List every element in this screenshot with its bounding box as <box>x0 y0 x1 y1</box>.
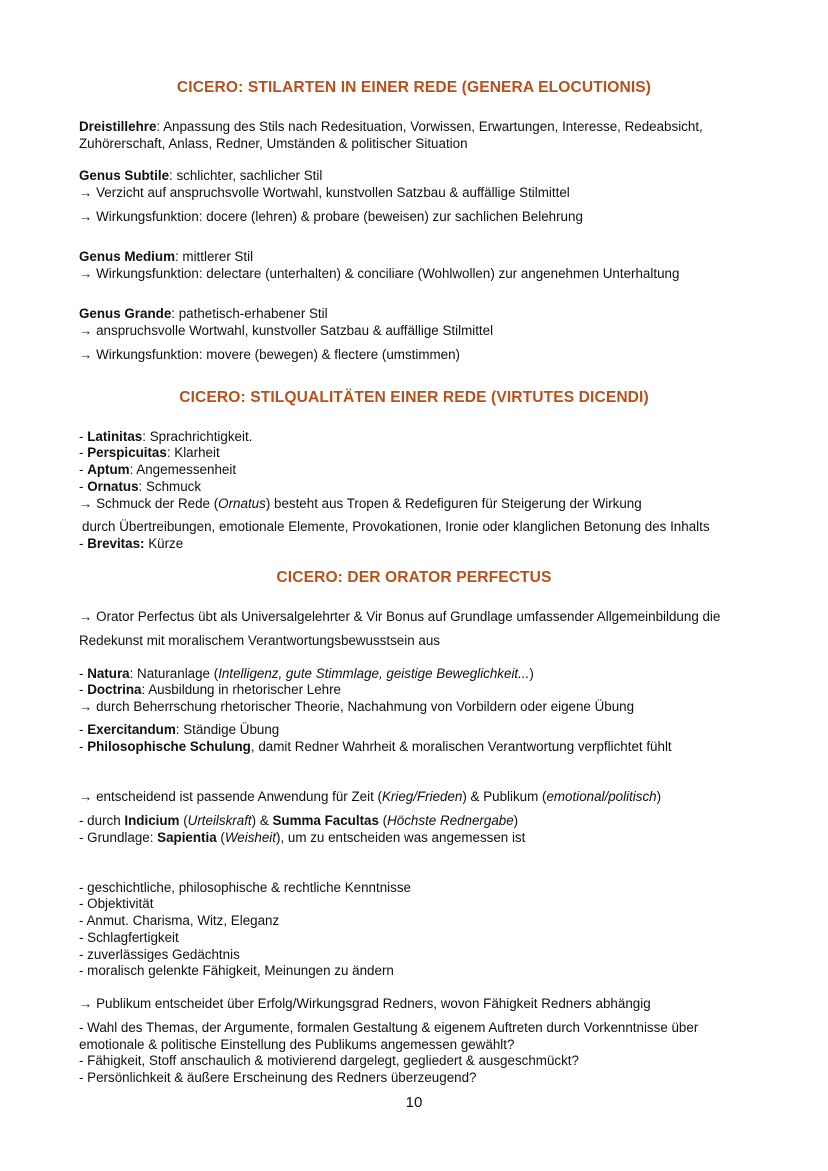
genus-medium-bullet-1: → Wirkungsfunktion: delectare (unterhalten) & conciliare (Wohlwollen) zur angenehmen Unterhaltung <box>79 266 680 281</box>
genus-grande-bullet-1: → anspruchsvolle Wortwahl, kunstvoller Satzbau & auffällige Stilmittel <box>79 323 494 338</box>
section-title-orator-perfectus: CICERO: DER ORATOR PERFECTUS <box>276 569 552 586</box>
list-item-doctrina: - Doctrina: Ausbildung in rhetorischer Lehre <box>79 682 342 697</box>
list-item-aptum: - Aptum: Angemessenheit <box>79 462 237 477</box>
orator-intro-line-1: → Orator Perfectus übt als Universalgelehrter & Vir Bonus auf Grundlage umfassender Allgemeinbildung die <box>79 609 721 624</box>
dreistillehre-line-1: Dreistillehre: Anpassung des Stils nach Redesituation, Vorwissen, Erwartungen, Interesse, Redeabsicht, <box>79 119 703 134</box>
list-item-natura: - Natura: Naturanlage (Intelligenz, gute Stimmlage, geistige Beweglichkeit...) <box>79 666 534 681</box>
term-genus-grande: Genus Grande <box>79 306 172 321</box>
question-line: - Fähigkeit, Stoff anschaulich & motivierend dargelegt, gegliedert & ausgeschmückt? <box>79 1053 579 1068</box>
term-genus-medium: Genus Medium <box>79 249 175 264</box>
ornatus-note-line-2: durch Übertreibungen, emotionale Elemente, Provokationen, Ironie oder klanglichen Betonung des Inhalts <box>82 519 710 534</box>
list-item-quality: - Objektivität <box>79 896 154 911</box>
dreistillehre-line-2: Zuhörerschaft, Anlass, Redner, Umständen & politischer Situation <box>79 136 468 151</box>
section-title-virtutes-dicendi: CICERO: STILQUALITÄTEN EINER REDE (VIRTUTES DICENDI) <box>179 389 649 406</box>
genus-medium-line: Genus Medium: mittlerer Stil <box>79 249 254 264</box>
list-item-latinitas: - Latinitas: Sprachrichtigkeit. <box>79 429 253 444</box>
genus-subtile-bullet-1: → Verzicht auf anspruchsvolle Wortwahl, kunstvollen Satzbau & auffällige Stilmittel <box>79 185 570 200</box>
list-item-philosophie: - Philosophische Schulung, damit Redner Wahrheit & moralischen Verantwortung verpflichtet fühlt <box>79 739 672 754</box>
question-line: - Wahl des Themas, der Argumente, formalen Gestaltung & eigenem Auftreten durch Vorkenntnisse über <box>79 1020 699 1035</box>
list-item-perspicuitas: - Perspicuitas: Klarheit <box>79 445 220 460</box>
page-number: 10 <box>405 1094 423 1111</box>
doctrina-note: → durch Beherrschung rhetorischer Theorie, Nachahmung von Vorbildern oder eigene Übung <box>79 699 635 714</box>
term-genus-subtile: Genus Subtile <box>79 168 170 183</box>
genus-grande-bullet-2: → Wirkungsfunktion: movere (bewegen) & flectere (umstimmen) <box>79 347 461 362</box>
section-title-genera-elocutionis: CICERO: STILARTEN IN EINER REDE (GENERA ELOCUTIONIS) <box>176 79 652 96</box>
list-item-quality: - moralisch gelenkte Fähigkeit, Meinungen zu ändern <box>79 963 394 978</box>
ornatus-note-line-1: → Schmuck der Rede (Ornatus) besteht aus Tropen & Redefiguren für Steigerung der Wirkung <box>79 496 642 511</box>
list-item-quality: - Schlagfertigkeit <box>79 930 179 945</box>
list-item-ornatus: - Ornatus: Schmuck <box>79 479 202 494</box>
publikum-note: → Publikum entscheidet über Erfolg/Wirkungsgrad Redners, wovon Fähigkeit Redners abhängig <box>79 996 651 1011</box>
list-item-quality: - geschichtliche, philosophische & rechtliche Kenntnisse <box>79 880 411 895</box>
sapientia-line: - Grundlage: Sapientia (Weisheit), um zu entscheiden was angemessen ist <box>79 830 526 845</box>
anwendung-note: → entscheidend ist passende Anwendung für Zeit (Krieg/Frieden) & Publikum (emotional/politisch) <box>79 789 662 804</box>
question-line: - Persönlichkeit & äußere Erscheinung des Redners überzeugend? <box>79 1070 477 1085</box>
indicium-line: - durch Indicium (Urteilskraft) & Summa Facultas (Höchste Rednergabe) <box>79 813 519 828</box>
list-item-quality: - Anmut. Charisma, Witz, Eleganz <box>79 913 280 928</box>
list-item-quality: - zuverlässiges Gedächtnis <box>79 947 240 962</box>
term-dreistillehre: Dreistillehre <box>79 119 157 134</box>
list-item-exercitandum: - Exercitandum: Ständige Übung <box>79 722 280 737</box>
list-item-brevitas: - Brevitas: Kürze <box>79 536 184 551</box>
genus-subtile-bullet-2: → Wirkungsfunktion: docere (lehren) & probare (beweisen) zur sachlichen Belehrung <box>79 209 583 224</box>
genus-subtile-line: Genus Subtile: schlichter, sachlicher Stil <box>79 168 323 183</box>
genus-grande-line: Genus Grande: pathetisch-erhabener Stil <box>79 306 328 321</box>
question-line: emotionale & politische Einstellung des Publikums angemessen gewählt? <box>79 1037 515 1052</box>
orator-intro-line-2: Redekunst mit moralischem Verantwortungsbewusstsein aus <box>79 633 440 648</box>
